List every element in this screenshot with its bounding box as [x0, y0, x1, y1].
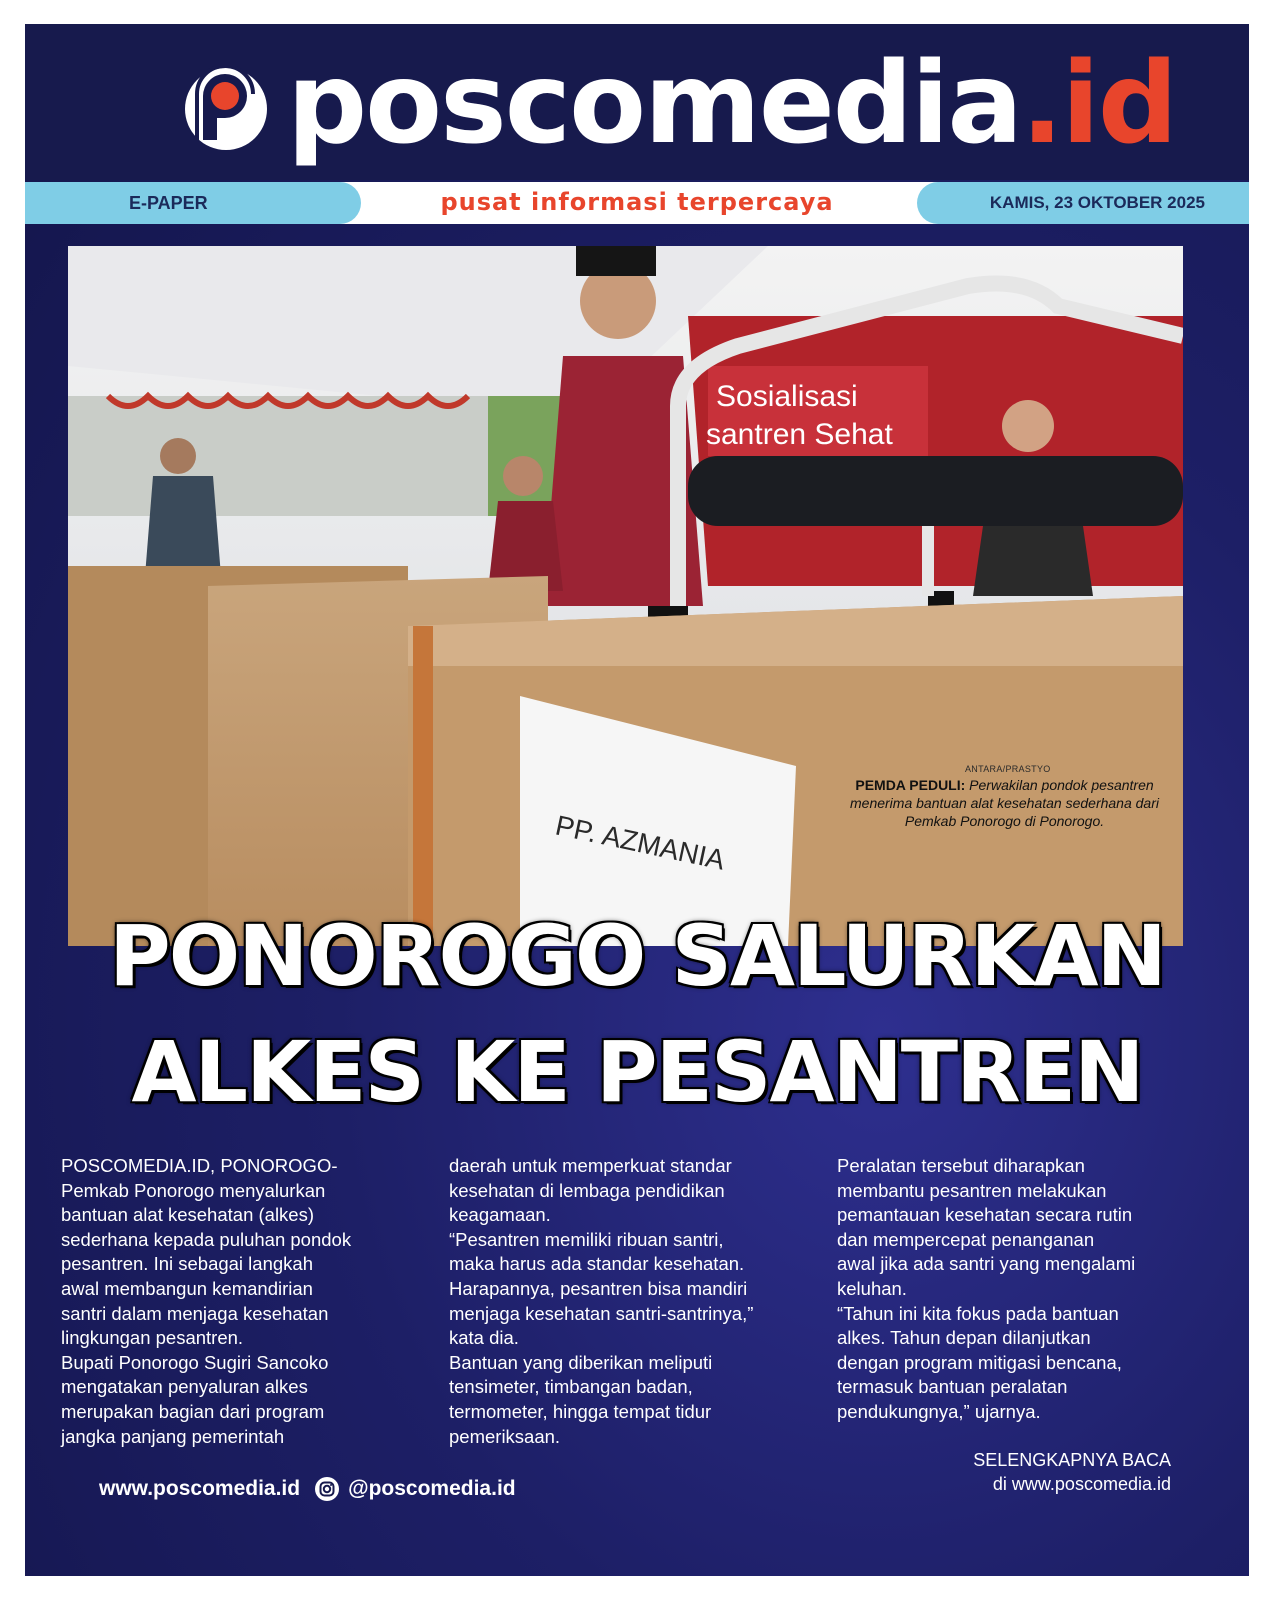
photo-caption [847, 776, 1162, 830]
article-line: dan mempercepat penanganan [837, 1228, 1095, 1250]
caption-lead: PEMDA PEDULI: [855, 777, 966, 793]
article-line: santri dalam menjaga kesehatan [61, 1302, 329, 1324]
banner-text-1: Sosialisasi [716, 380, 858, 413]
tagline: pusat informasi terpercaya [440, 188, 834, 216]
article-line: pesantren. Ini sebagai langkah [61, 1253, 313, 1275]
article-line: Pemkab Ponorogo menyalurkan [61, 1179, 326, 1201]
box-label: PP. AZMANIA [552, 809, 728, 876]
edition-date: KAMIS, 23 OKTOBER 2025 [989, 193, 1205, 212]
article-column-3 [837, 1154, 1197, 1425]
article-line: termometer, hingga tempat tidur [449, 1400, 712, 1422]
article-line: alkes. Tahun depan dilanjutkan [837, 1327, 1091, 1349]
article-line: dengan program mitigasi bencana, [837, 1351, 1122, 1373]
article-line: lingkungan pesantren. [61, 1327, 244, 1349]
article-line: Harapannya, pesantren bisa mandiri [449, 1277, 748, 1299]
article-column-1 [61, 1154, 426, 1449]
masthead [25, 24, 1249, 180]
photo-illustration [68, 246, 1183, 946]
article-column-2 [449, 1154, 819, 1449]
headline-line-2: ALKES KE PESANTREN [131, 1023, 1143, 1121]
article-line: mengatakan penyaluran alkes [61, 1376, 308, 1398]
headline-line-1: PONOROGO SALURKAN [109, 907, 1165, 1005]
article-line: jangka panjang pemerintah [61, 1425, 285, 1447]
read-more[interactable] [905, 1448, 1171, 1496]
article-line: keagamaan. [449, 1204, 551, 1226]
article-line: Bantuan yang diberikan meliputi [449, 1351, 713, 1373]
read-more-link[interactable]: di www.poscomedia.id [992, 1474, 1171, 1494]
article-line: pendukungnya,” ujarnya. [837, 1400, 1041, 1422]
date-tab [917, 182, 1249, 224]
article-line: bantuan alat kesehatan (alkes) [61, 1204, 315, 1226]
epaper-tab [25, 182, 361, 224]
epaper-page [25, 24, 1249, 1576]
lead-photo [68, 246, 1183, 946]
footer-instagram-handle[interactable]: @poscomedia.id [348, 1477, 516, 1500]
article-line: “Tahun ini kita fokus pada bantuan [837, 1302, 1119, 1324]
article-line: kata dia. [449, 1327, 519, 1349]
article-line: tensimeter, timbangan badan, [449, 1376, 693, 1398]
poscomedia-logo-icon [183, 66, 269, 152]
article-line: maka harus ada standar kesehatan. [449, 1253, 745, 1275]
article-line: keluhan. [837, 1277, 907, 1299]
article-line: Bupati Ponorogo Sugiri Sancoko [61, 1351, 329, 1373]
article-line: pemeriksaan. [449, 1425, 561, 1447]
article-line: sederhana kepada puluhan pondok [61, 1228, 352, 1250]
brand-wordmark [287, 34, 1176, 174]
article-line: daerah untuk memperkuat standar [449, 1155, 732, 1176]
article-line: awal jika ada santri yang mengalami [837, 1253, 1136, 1275]
article-line: menjaga kesehatan santri-santrinya,” [449, 1302, 754, 1324]
article-line: Peralatan tersebut diharapkan [837, 1155, 1085, 1176]
footer [99, 1476, 516, 1502]
article-line: POSCOMEDIA.ID, PONOROGO- [61, 1155, 338, 1176]
article-line: membantu pesantren melakukan [837, 1179, 1107, 1201]
footer-website-link[interactable]: www.poscomedia.id [99, 1477, 301, 1500]
article-line: kesehatan di lembaga pendidikan [449, 1179, 725, 1201]
brand-name: poscomedia [287, 39, 1021, 169]
article-line: awal membangun kemandirian [61, 1277, 313, 1299]
banner-text-2: santren Sehat [706, 418, 893, 451]
photo-credit: ANTARA/PRASTYO [965, 764, 1051, 774]
article-line: pemantauan kesehatan secara rutin [837, 1204, 1133, 1226]
article-line: merupakan bagian dari program [61, 1400, 325, 1422]
ribbon-bar [25, 182, 1249, 224]
epaper-label: E-PAPER [129, 193, 208, 213]
article-line: “Pesantren memiliki ribuan santri, [449, 1228, 724, 1250]
read-more-line-1: SELENGKAPNYA BACA [973, 1450, 1171, 1470]
article-line: termasuk bantuan peralatan [837, 1376, 1068, 1398]
instagram-icon [314, 1476, 340, 1502]
caption-text: Perwakilan pondok pesantren menerima bantuan alat kesehatan sederhana dari Pemkab Ponorogo di Ponorogo. [850, 777, 1159, 829]
brand-suffix: .id [1020, 39, 1177, 169]
